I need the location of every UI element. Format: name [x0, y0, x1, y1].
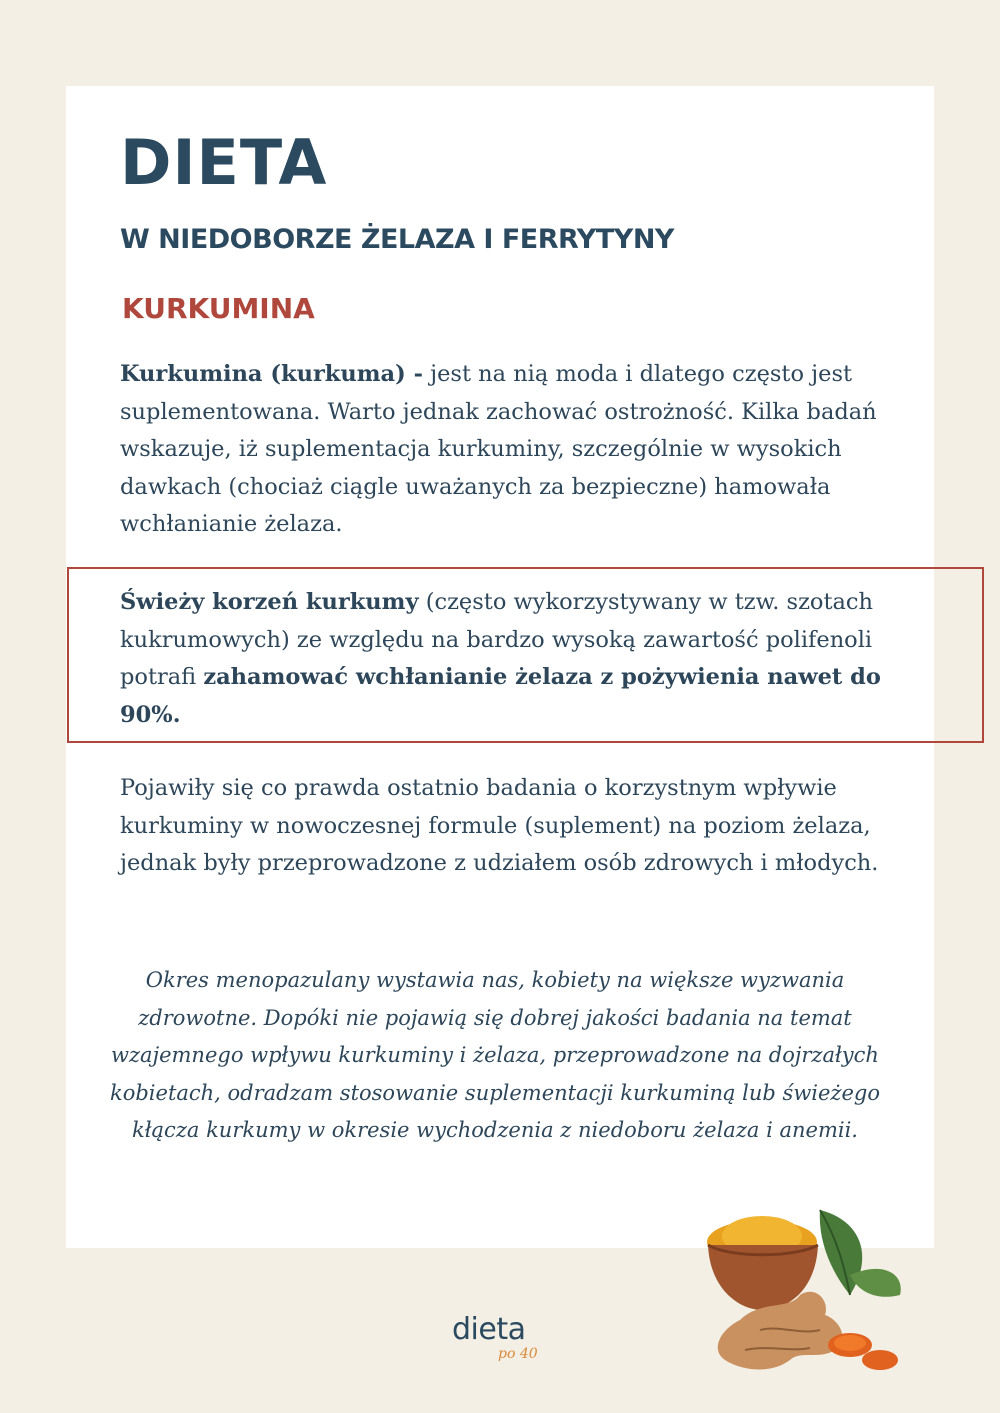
paragraph-highlight-lead: Świeży korzeń kurkumy — [120, 589, 419, 615]
turmeric-slice-icon — [828, 1333, 898, 1370]
leaf-icon — [820, 1210, 901, 1297]
paragraph-highlight — [120, 584, 910, 734]
paragraph-highlight-text: (często wykorzystywany w tzw. szotach kukrumowych) ze względu na bardzo wysoką zawartość polifenoli potrafi — [120, 589, 874, 690]
section-heading: KURKUMINA — [122, 292, 315, 325]
logo-sub-text: po 40 — [498, 1346, 538, 1362]
paragraph-highlight-end: zahamować wchłanianie żelaza z pożywienia nawet do 90%. — [120, 664, 881, 728]
brand-logo — [452, 1312, 552, 1370]
italic-note: Okres menopazulany wystawia nas, kobiety na większe wyzwania zdrowotne. Dopóki nie pojawią się dobrej jakości badania na temat wzajemnego wpływu kurkuminy i żelaza, przeprowadzone na dojrzałych kobietach, odradzam stosowanie suplementacji kurkuminą lub świeżego kłącza kurkumy w okresie wychodzenia z niedoboru żelaza i anemii. — [109, 968, 881, 1143]
paragraph-research: Pojawiły się co prawda ostatnio badania o korzystnym wpływie kurkuminy w nowoczesnej formule (suplement) na poziom żelaza, jednak były przeprowadzone z udziałem osób zdrowych i młodych. — [120, 775, 879, 876]
paragraph-intro-text: jest na nią moda i dlatego często jest suplementowana. Warto jednak zachować ostrożność. Kilka badań wskazuje, iż suplementacja kurkuminy, szczególnie w wysokich dawkach (chociaż ciągle uważanych za bezpieczne) hamowała wchłanianie żelaza. — [120, 361, 877, 537]
logo-main-text: dieta — [452, 1312, 526, 1347]
paragraph-intro — [120, 356, 890, 544]
page-subtitle: W NIEDOBORZE ŻELAZA I FERRYTYNY — [120, 224, 674, 255]
paragraph-intro-lead: Kurkumina (kurkuma) - — [120, 361, 423, 387]
page-title: DIETA — [120, 126, 328, 199]
turmeric-illustration — [700, 1200, 910, 1380]
